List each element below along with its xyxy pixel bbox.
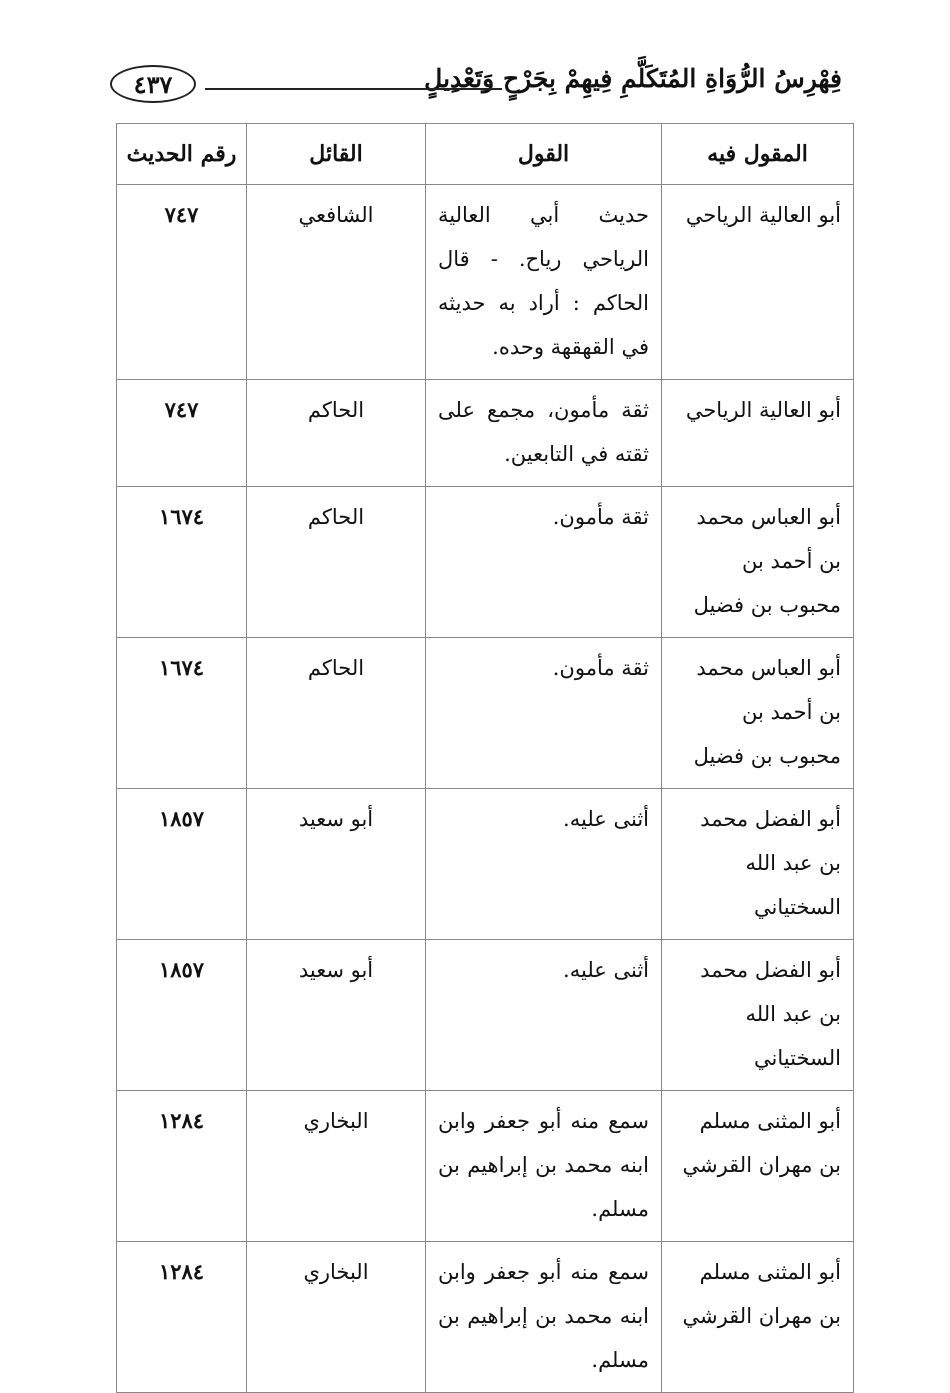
cell-subject: أبو المثنى مسلم بن مهران القرشي — [662, 1091, 854, 1242]
table-row — [117, 1242, 854, 1393]
cell-subject: أبو العباس محمد بن أحمد بن محبوب بن فضيل — [662, 487, 854, 638]
cell-subject: أبو الفضل محمد بن عبد الله السختياني — [662, 940, 854, 1091]
cell-saying: أثنى عليه. — [426, 789, 662, 940]
table-row — [117, 940, 854, 1091]
table-header-row — [117, 124, 854, 185]
cell-hadith-number: ١٨٥٧ — [117, 789, 247, 940]
cell-sayer: أبو سعيد — [247, 789, 426, 940]
cell-saying: سمع منه أبو جعفر وابن ابنه محمد بن إبراهيم بن مسلم. — [426, 1242, 662, 1393]
column-header-subject: المقول فيه — [662, 124, 854, 185]
table-row — [117, 789, 854, 940]
table-row — [117, 487, 854, 638]
cell-sayer: الحاكم — [247, 638, 426, 789]
cell-saying: أثنى عليه. — [426, 940, 662, 1091]
cell-hadith-number: ١٨٥٧ — [117, 940, 247, 1091]
cell-subject: أبو العالية الرياحي — [662, 380, 854, 487]
cell-subject: أبو العالية الرياحي — [662, 185, 854, 380]
page-number-badge: ٤٣٧ — [110, 65, 196, 103]
cell-hadith-number: ١٢٨٤ — [117, 1091, 247, 1242]
cell-sayer: الحاكم — [247, 380, 426, 487]
page-title: فِهْرِسُ الرُّوَاةِ المُتَكَلَّمِ فِيهِمْ بِجَرْحٍ وَتَعْدِيلٍ — [424, 64, 842, 93]
cell-saying: سمع منه أبو جعفر وابن ابنه محمد بن إبراهيم بن مسلم. — [426, 1091, 662, 1242]
cell-sayer: أبو سعيد — [247, 940, 426, 1091]
cell-subject: أبو العباس محمد بن أحمد بن محبوب بن فضيل — [662, 638, 854, 789]
narrators-index-table — [116, 123, 854, 1393]
cell-saying: ثقة مأمون. — [426, 638, 662, 789]
column-header-hadith-number: رقم الحديث — [117, 124, 247, 185]
page-header — [110, 62, 842, 108]
table-row — [117, 1091, 854, 1242]
column-header-sayer: القائل — [247, 124, 426, 185]
cell-sayer: البخاري — [247, 1091, 426, 1242]
cell-saying: ثقة مأمون. — [426, 487, 662, 638]
cell-hadith-number: ١٦٧٤ — [117, 638, 247, 789]
table-row — [117, 185, 854, 380]
table-row — [117, 638, 854, 789]
cell-hadith-number: ١٦٧٤ — [117, 487, 247, 638]
column-header-saying: القول — [426, 124, 662, 185]
header-rule — [205, 88, 502, 90]
cell-sayer: الحاكم — [247, 487, 426, 638]
cell-hadith-number: ١٢٨٤ — [117, 1242, 247, 1393]
cell-sayer: الشافعي — [247, 185, 426, 380]
cell-saying: حديث أبي العالية الرياحي رياح. - قال الحاكم : أراد به حديثه في القهقهة وحده. — [426, 185, 662, 380]
cell-hadith-number: ٧٤٧ — [117, 380, 247, 487]
cell-subject: أبو المثنى مسلم بن مهران القرشي — [662, 1242, 854, 1393]
table-row — [117, 380, 854, 487]
cell-sayer: البخاري — [247, 1242, 426, 1393]
cell-saying: ثقة مأمون، مجمع على ثقته في التابعين. — [426, 380, 662, 487]
cell-subject: أبو الفضل محمد بن عبد الله السختياني — [662, 789, 854, 940]
cell-hadith-number: ٧٤٧ — [117, 185, 247, 380]
